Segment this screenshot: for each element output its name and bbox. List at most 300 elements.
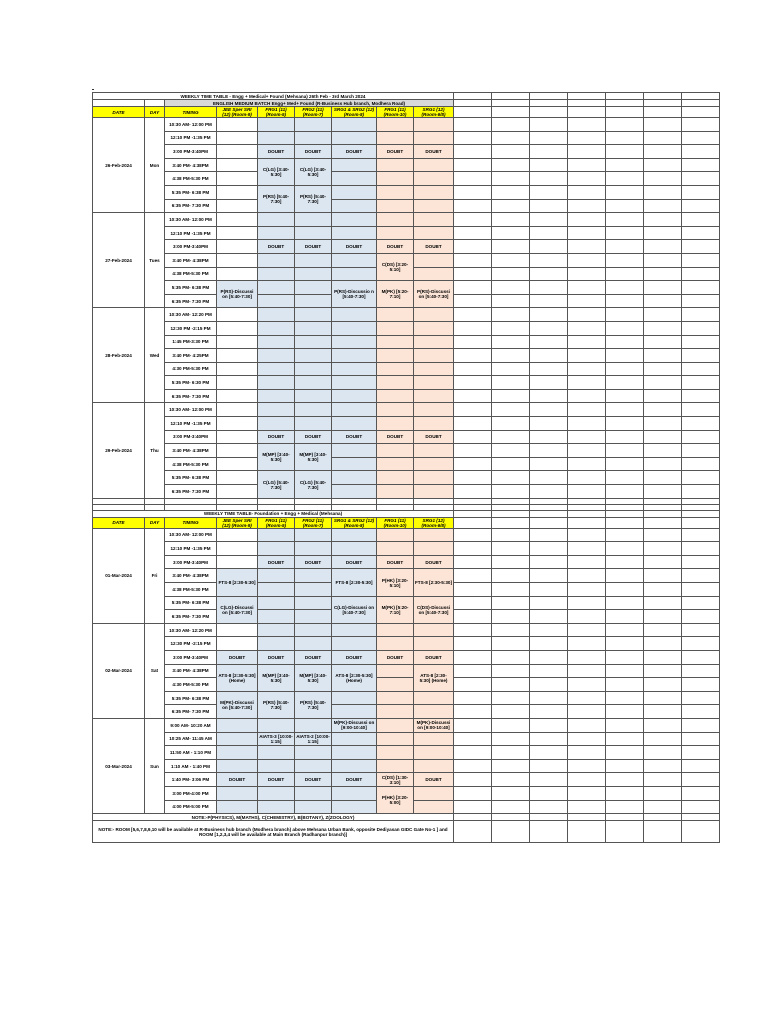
empty-cell — [568, 471, 606, 485]
empty-cell — [568, 800, 606, 814]
empty-cell — [682, 376, 720, 390]
timing-cell: 1:10 AM - 1:40 PM — [165, 759, 217, 773]
empty-cell — [644, 650, 682, 664]
timing-cell: 4:30 PM-5:30 PM — [165, 362, 217, 376]
empty-cell — [606, 542, 644, 556]
empty-cell — [644, 93, 682, 100]
empty-cell — [454, 637, 492, 651]
empty-cell — [606, 335, 644, 349]
day-cell: Thu — [145, 403, 165, 498]
empty-slot — [217, 555, 258, 569]
timing-cell: 10:25 AM- 11:45 AM — [165, 732, 217, 746]
timing-cell: 3:00 PM-3:40PM — [165, 430, 217, 444]
empty-cell — [492, 281, 530, 295]
empty-cell — [682, 253, 720, 267]
empty-cell — [644, 555, 682, 569]
empty-cell — [606, 131, 644, 145]
empty-cell — [530, 240, 568, 254]
empty-slot — [377, 664, 414, 678]
empty-cell — [606, 267, 644, 281]
empty-cell — [568, 457, 606, 471]
empty-slot — [295, 528, 332, 542]
empty-cell — [606, 417, 644, 431]
empty-cell — [606, 732, 644, 746]
empty-slot — [414, 253, 454, 267]
empty-cell — [530, 281, 568, 295]
empty-cell — [682, 517, 720, 528]
empty-cell — [644, 417, 682, 431]
empty-cell — [606, 321, 644, 335]
empty-cell — [682, 100, 720, 107]
empty-cell — [454, 664, 492, 678]
empty-slot — [217, 349, 258, 363]
empty-cell — [606, 253, 644, 267]
column-header: SRG1 (12) (Room-6/8) — [414, 517, 454, 528]
empty-cell — [644, 118, 682, 132]
empty-cell — [606, 485, 644, 499]
empty-cell — [492, 131, 530, 145]
empty-cell — [454, 510, 492, 517]
empty-cell — [568, 417, 606, 431]
empty-slot — [217, 158, 258, 172]
date-cell: 03-Mar-2024 — [93, 718, 145, 813]
empty-cell — [682, 118, 720, 132]
empty-cell — [454, 569, 492, 583]
empty-slot — [377, 213, 414, 227]
class-slot: FTS-8 [2:30-5:30] — [217, 569, 258, 596]
empty-slot — [377, 542, 414, 556]
doubt-slot: DOUBT — [332, 555, 377, 569]
empty-slot — [414, 376, 454, 390]
column-header: FRG1 (11) (Room-10) — [377, 517, 414, 528]
empty-cell — [530, 185, 568, 199]
empty-cell — [568, 430, 606, 444]
column-header: SRG1 & SRG2 (12) (Room-8) — [332, 517, 377, 528]
class-slot: FTS-8 [2:30-5:30] — [332, 569, 377, 596]
empty-slot — [377, 321, 414, 335]
empty-slot — [377, 118, 414, 132]
empty-slot — [258, 596, 295, 610]
empty-cell — [682, 281, 720, 295]
timing-cell: 5:35 PM- 6:38 PM — [165, 281, 217, 295]
empty-slot — [414, 637, 454, 651]
empty-slot — [217, 485, 258, 499]
empty-slot — [377, 403, 414, 417]
doubt-slot: DOUBT — [295, 430, 332, 444]
class-slot: C(DS) [3:20-5:10] — [377, 253, 414, 280]
empty-slot — [258, 294, 295, 308]
empty-cell — [682, 294, 720, 308]
empty-cell — [644, 569, 682, 583]
empty-slot — [414, 528, 454, 542]
empty-slot — [332, 623, 377, 637]
empty-slot — [258, 569, 295, 583]
empty-slot — [377, 226, 414, 240]
timing-cell: 3:40 PM- 4:38PM — [165, 253, 217, 267]
empty-slot — [332, 226, 377, 240]
empty-slot — [332, 457, 377, 471]
column-header: FRG1 (11) (Room-5) — [258, 107, 295, 118]
empty-cell — [530, 444, 568, 458]
empty-slot — [377, 457, 414, 471]
empty-slot — [295, 321, 332, 335]
doubt-slot: DOUBT — [258, 555, 295, 569]
doubt-slot: DOUBT — [258, 430, 295, 444]
empty-cell — [568, 583, 606, 597]
empty-slot — [295, 786, 332, 800]
class-slot: C(DS) [1:30-3:10] — [377, 773, 414, 787]
empty-cell — [682, 485, 720, 499]
empty-cell — [644, 376, 682, 390]
empty-cell — [492, 746, 530, 760]
empty-cell — [530, 821, 568, 843]
empty-slot — [332, 444, 377, 458]
empty-cell — [606, 517, 644, 528]
empty-cell — [492, 430, 530, 444]
empty-cell — [682, 718, 720, 732]
empty-slot — [414, 349, 454, 363]
timing-cell: 4:38 PM-5:30 PM — [165, 267, 217, 281]
empty-cell — [454, 430, 492, 444]
empty-cell — [606, 100, 644, 107]
empty-cell — [568, 131, 606, 145]
empty-cell — [606, 107, 644, 118]
empty-cell — [644, 107, 682, 118]
empty-cell — [644, 335, 682, 349]
empty-cell — [682, 814, 720, 821]
column-header: FRG2 (11) (Room-7) — [295, 107, 332, 118]
empty-cell — [530, 510, 568, 517]
empty-slot — [258, 321, 295, 335]
corner-mark — [92, 89, 94, 90]
empty-cell — [454, 444, 492, 458]
empty-slot — [258, 623, 295, 637]
empty-cell — [530, 596, 568, 610]
timing-cell: 6:35 PM- 7:30 PM — [165, 199, 217, 213]
timing-cell: 12:10 PM -1:35 PM — [165, 417, 217, 431]
empty-cell — [454, 457, 492, 471]
date-cell: 02-Mar-2024 — [93, 623, 145, 718]
empty-cell — [606, 389, 644, 403]
empty-slot — [377, 131, 414, 145]
empty-slot — [414, 732, 454, 746]
empty-cell — [682, 226, 720, 240]
empty-cell — [644, 542, 682, 556]
empty-cell — [492, 814, 530, 821]
timing-cell: 4:30 PM-5:30 PM — [165, 678, 217, 692]
timing-cell: 6:35 PM- 7:30 PM — [165, 705, 217, 719]
empty-cell — [492, 349, 530, 363]
empty-cell — [568, 510, 606, 517]
empty-cell — [454, 746, 492, 760]
empty-cell — [568, 821, 606, 843]
timing-cell: 6:35 PM- 7:30 PM — [165, 294, 217, 308]
empty-cell — [682, 93, 720, 100]
empty-slot — [258, 118, 295, 132]
empty-cell — [568, 240, 606, 254]
column-header: TIMING — [165, 107, 217, 118]
empty-cell — [454, 786, 492, 800]
empty-cell — [492, 100, 530, 107]
empty-cell — [492, 471, 530, 485]
empty-cell — [682, 172, 720, 186]
empty-cell — [568, 623, 606, 637]
class-slot: C(LG) [5:40-7:30] — [258, 471, 295, 498]
timing-cell: 9:00 AM- 10:20 AM — [165, 718, 217, 732]
empty-cell — [568, 610, 606, 624]
empty-slot — [258, 800, 295, 814]
empty-cell — [682, 678, 720, 692]
empty-cell — [492, 732, 530, 746]
empty-cell — [682, 746, 720, 760]
empty-cell — [606, 759, 644, 773]
empty-slot — [217, 335, 258, 349]
empty-slot — [295, 569, 332, 583]
empty-cell — [682, 267, 720, 281]
empty-cell — [644, 199, 682, 213]
empty-slot — [377, 691, 414, 705]
empty-slot — [295, 718, 332, 732]
empty-cell — [568, 596, 606, 610]
empty-slot — [295, 308, 332, 322]
empty-slot — [217, 308, 258, 322]
empty-cell — [568, 517, 606, 528]
empty-cell — [644, 583, 682, 597]
empty-cell — [644, 510, 682, 517]
empty-slot — [217, 172, 258, 186]
empty-slot — [332, 335, 377, 349]
empty-slot — [332, 786, 377, 800]
empty-slot — [332, 213, 377, 227]
empty-slot — [414, 457, 454, 471]
empty-cell — [644, 240, 682, 254]
empty-slot — [414, 308, 454, 322]
doubt-slot: DOUBT — [414, 430, 454, 444]
timetable-sheet — [92, 92, 720, 843]
empty-slot — [258, 362, 295, 376]
empty-cell — [682, 786, 720, 800]
empty-cell — [606, 821, 644, 843]
empty-cell — [644, 389, 682, 403]
empty-cell — [682, 444, 720, 458]
empty-slot — [332, 376, 377, 390]
empty-cell — [454, 417, 492, 431]
empty-cell — [644, 528, 682, 542]
empty-cell — [530, 107, 568, 118]
empty-slot — [217, 430, 258, 444]
empty-cell — [568, 637, 606, 651]
empty-cell — [606, 172, 644, 186]
empty-cell — [530, 773, 568, 787]
empty-slot — [258, 376, 295, 390]
doubt-slot: DOUBT — [414, 555, 454, 569]
empty-slot — [295, 226, 332, 240]
empty-cell — [530, 362, 568, 376]
empty-cell — [682, 107, 720, 118]
empty-slot — [377, 362, 414, 376]
empty-cell — [644, 610, 682, 624]
empty-slot — [217, 403, 258, 417]
empty-cell — [644, 678, 682, 692]
empty-cell — [530, 528, 568, 542]
empty-slot — [258, 349, 295, 363]
empty-cell — [454, 118, 492, 132]
empty-cell — [644, 623, 682, 637]
empty-slot — [295, 583, 332, 597]
empty-slot — [414, 705, 454, 719]
empty-cell — [454, 542, 492, 556]
empty-cell — [568, 118, 606, 132]
empty-cell — [454, 678, 492, 692]
empty-cell — [492, 417, 530, 431]
empty-cell — [682, 349, 720, 363]
empty-cell — [644, 596, 682, 610]
empty-slot — [295, 623, 332, 637]
empty-slot — [377, 623, 414, 637]
empty-cell — [530, 430, 568, 444]
empty-cell — [644, 637, 682, 651]
empty-slot — [377, 637, 414, 651]
empty-slot — [332, 759, 377, 773]
empty-cell — [682, 321, 720, 335]
empty-slot — [295, 267, 332, 281]
empty-cell — [454, 471, 492, 485]
empty-slot — [295, 253, 332, 267]
date-cell: 01-Mar-2024 — [93, 528, 145, 623]
timing-cell: 6:35 PM- 7:30 PM — [165, 389, 217, 403]
empty-slot — [217, 746, 258, 760]
empty-cell — [93, 100, 145, 107]
class-slot: C(LG) [3:40-5:30] — [258, 158, 295, 185]
empty-cell — [568, 308, 606, 322]
empty-cell — [568, 528, 606, 542]
empty-slot — [332, 308, 377, 322]
empty-cell — [530, 691, 568, 705]
empty-cell — [644, 349, 682, 363]
empty-cell — [606, 691, 644, 705]
empty-slot — [295, 417, 332, 431]
empty-slot — [217, 542, 258, 556]
empty-cell — [606, 185, 644, 199]
class-slot: C(DS)-Discussi on [5:40-7:30] — [414, 596, 454, 623]
timing-cell: 10:30 AM- 12:00 PM — [165, 403, 217, 417]
empty-cell — [530, 732, 568, 746]
column-header: JEE Sper SRI (12) (Room-9) — [217, 517, 258, 528]
empty-cell — [492, 528, 530, 542]
empty-slot — [295, 281, 332, 295]
class-slot: M(MP) [3:40-5:30] — [258, 444, 295, 471]
class-slot: P(RS) [5:40-7:30] — [295, 185, 332, 212]
empty-slot — [217, 800, 258, 814]
empty-slot — [377, 759, 414, 773]
empty-cell — [606, 403, 644, 417]
empty-cell — [568, 172, 606, 186]
empty-slot — [258, 253, 295, 267]
empty-cell — [454, 389, 492, 403]
empty-cell — [682, 705, 720, 719]
empty-slot — [377, 158, 414, 172]
empty-slot — [258, 267, 295, 281]
empty-slot — [414, 485, 454, 499]
doubt-slot: DOUBT — [377, 650, 414, 664]
empty-cell — [568, 691, 606, 705]
empty-slot — [332, 542, 377, 556]
empty-cell — [606, 637, 644, 651]
empty-cell — [568, 746, 606, 760]
empty-slot — [258, 417, 295, 431]
empty-cell — [454, 172, 492, 186]
empty-cell — [530, 294, 568, 308]
empty-slot — [414, 691, 454, 705]
timing-cell: 1:45 PM-3:30 PM — [165, 335, 217, 349]
empty-cell — [530, 705, 568, 719]
empty-cell — [606, 596, 644, 610]
empty-cell — [454, 610, 492, 624]
empty-cell — [682, 308, 720, 322]
empty-cell — [454, 267, 492, 281]
empty-cell — [492, 362, 530, 376]
class-slot: M(PK)-Discussi on [5:40-7:30] — [217, 691, 258, 718]
timing-cell: 12:10 PM -1:35 PM — [165, 226, 217, 240]
empty-cell — [492, 517, 530, 528]
doubt-slot: DOUBT — [258, 145, 295, 159]
empty-slot — [258, 308, 295, 322]
empty-cell — [682, 417, 720, 431]
empty-cell — [454, 308, 492, 322]
empty-cell — [492, 376, 530, 390]
empty-cell — [530, 637, 568, 651]
empty-cell — [682, 691, 720, 705]
class-slot: M(MP) [3:40-5:30] — [295, 664, 332, 691]
empty-cell — [492, 253, 530, 267]
column-header: SRG1 (12) (Room-6/8) — [414, 107, 454, 118]
empty-cell — [492, 107, 530, 118]
empty-cell — [644, 226, 682, 240]
empty-cell — [454, 131, 492, 145]
empty-cell — [682, 596, 720, 610]
empty-slot — [414, 335, 454, 349]
empty-slot — [217, 118, 258, 132]
empty-slot — [414, 417, 454, 431]
empty-slot — [414, 199, 454, 213]
doubt-slot: DOUBT — [377, 145, 414, 159]
empty-cell — [530, 746, 568, 760]
empty-slot — [414, 362, 454, 376]
empty-cell — [530, 226, 568, 240]
empty-cell — [454, 100, 492, 107]
empty-cell — [492, 389, 530, 403]
empty-cell — [530, 321, 568, 335]
empty-slot — [295, 746, 332, 760]
column-header: DAY — [145, 107, 165, 118]
empty-cell — [644, 362, 682, 376]
timing-cell: 6:35 PM- 7:30 PM — [165, 610, 217, 624]
empty-cell — [568, 555, 606, 569]
empty-cell — [530, 583, 568, 597]
day-cell: Sun — [145, 718, 165, 813]
empty-slot — [332, 158, 377, 172]
empty-cell — [682, 362, 720, 376]
timing-cell: 3:40 PM- 4:38PM — [165, 664, 217, 678]
empty-slot — [295, 118, 332, 132]
empty-slot — [217, 389, 258, 403]
empty-cell — [644, 213, 682, 227]
empty-cell — [568, 213, 606, 227]
empty-cell — [682, 650, 720, 664]
empty-cell — [530, 759, 568, 773]
empty-cell — [454, 596, 492, 610]
empty-slot — [217, 240, 258, 254]
